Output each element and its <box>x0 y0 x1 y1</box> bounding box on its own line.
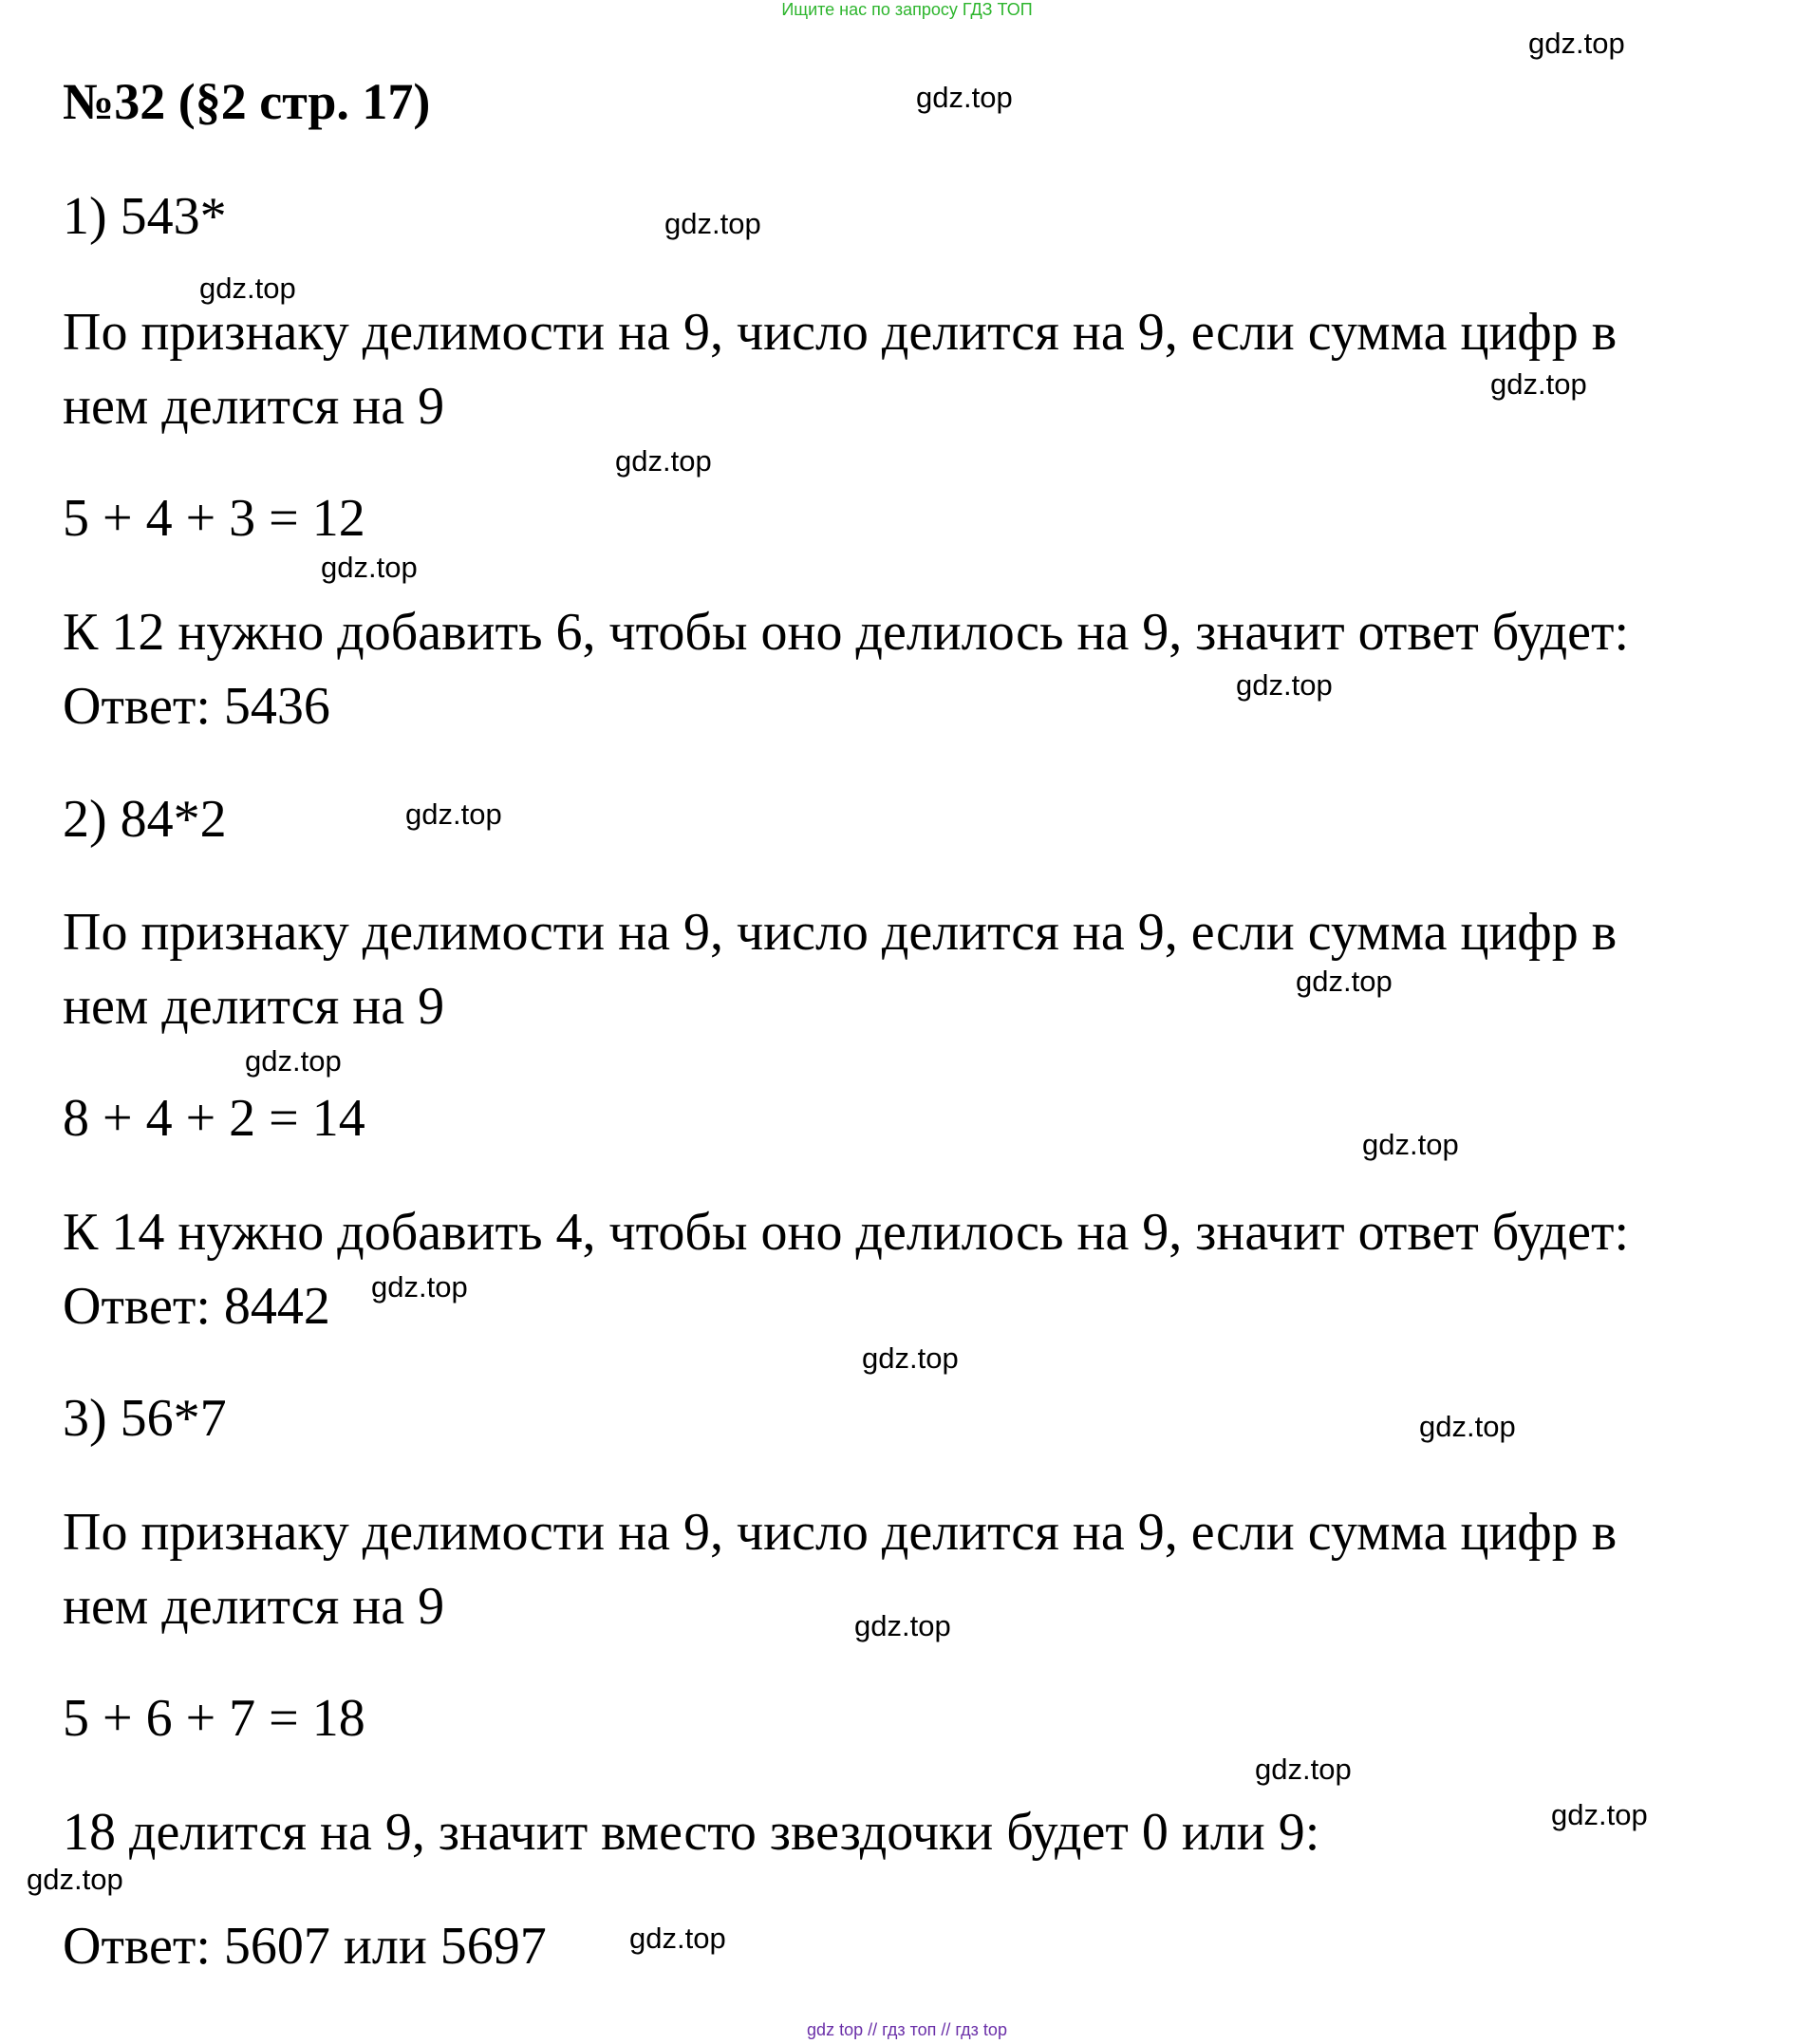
watermark: gdz.top <box>916 81 1013 114</box>
footer-watermark: gdz top // гдз топ // гдз top <box>807 2020 1007 2039</box>
task-2-sum: 8 + 4 + 2 = 14 <box>63 1089 365 1148</box>
task-2-rule-line-1: По признаку делимости на 9, число делится на 9, если сумма цифр в <box>63 903 1618 962</box>
task-2-rule-line-2: нем делится на 9 <box>63 977 445 1036</box>
watermark: gdz.top <box>615 444 712 478</box>
watermark: gdz.top <box>1551 1798 1648 1831</box>
watermark: gdz.top <box>1296 965 1393 998</box>
task-3-sum: 5 + 6 + 7 = 18 <box>63 1689 365 1748</box>
watermark: gdz.top <box>1419 1410 1516 1443</box>
page-title: №32 (§2 стр. 17) <box>63 73 431 130</box>
watermark: gdz.top <box>199 272 296 305</box>
watermark: gdz.top <box>321 551 418 584</box>
watermark: gdz.top <box>405 797 502 831</box>
task-3-label: 3) 56*7 <box>63 1389 227 1448</box>
task-1-label: 1) 543* <box>63 187 227 246</box>
task-1-rule-line-2: нем делится на 9 <box>63 377 445 436</box>
watermark: gdz.top <box>629 1922 726 1955</box>
watermark: gdz.top <box>664 207 761 240</box>
task-3-rule-line-1: По признаку делимости на 9, число делится на 9, если сумма цифр в <box>63 1503 1618 1562</box>
watermark: gdz.top <box>27 1863 123 1896</box>
task-1-sum: 5 + 4 + 3 = 12 <box>63 489 365 548</box>
watermark: gdz.top <box>1255 1753 1352 1786</box>
watermark: gdz.top <box>245 1044 342 1078</box>
watermark: gdz.top <box>371 1270 468 1303</box>
watermark: gdz.top <box>1528 27 1625 60</box>
task-2-label: 2) 84*2 <box>63 790 227 849</box>
top-banner: Ищите нас по запросу ГДЗ ТОП <box>781 0 1033 19</box>
task-1-answer: Ответ: 5436 <box>63 677 330 736</box>
task-1-explanation: К 12 нужно добавить 6, чтобы оно делилось на 9, значит ответ будет: <box>63 603 1630 662</box>
watermark: gdz.top <box>1490 367 1587 401</box>
watermark: gdz.top <box>862 1341 959 1375</box>
task-3-rule-line-2: нем делится на 9 <box>63 1577 445 1636</box>
task-1-rule-line-1: По признаку делимости на 9, число делится на 9, если сумма цифр в <box>63 303 1618 362</box>
task-2-answer: Ответ: 8442 <box>63 1277 330 1336</box>
task-3-answer: Ответ: 5607 или 5697 <box>63 1917 547 1976</box>
task-3-explanation: 18 делится на 9, значит вместо звездочки будет 0 или 9: <box>63 1803 1320 1862</box>
task-2-explanation: К 14 нужно добавить 4, чтобы оно делилось на 9, значит ответ будет: <box>63 1203 1630 1262</box>
watermark: gdz.top <box>854 1609 951 1642</box>
watermark: gdz.top <box>1362 1128 1459 1161</box>
watermark: gdz.top <box>1236 668 1333 702</box>
